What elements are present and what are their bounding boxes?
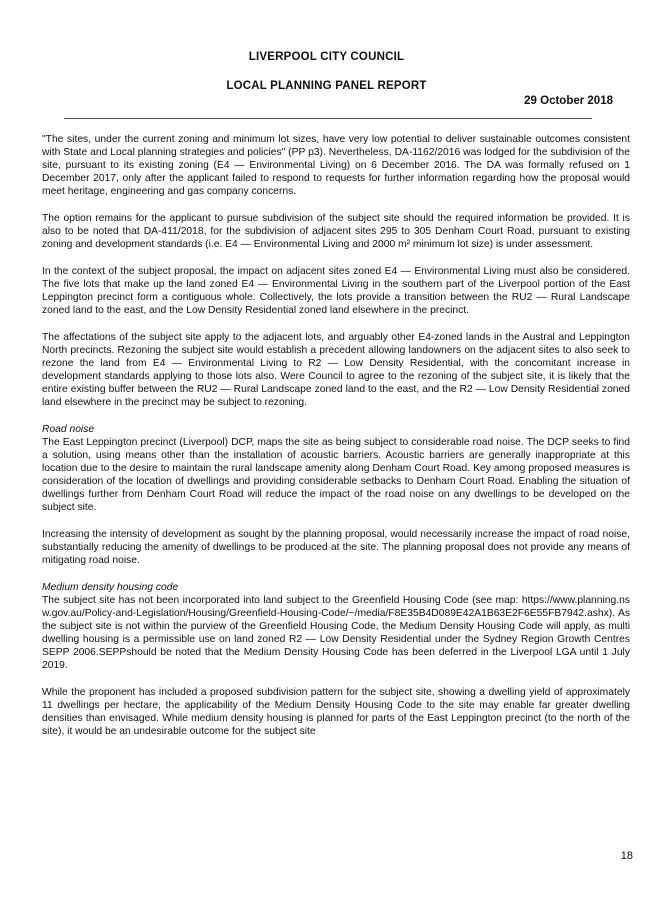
section-heading-medium-density: Medium density housing code [42, 582, 179, 593]
paragraph: Increasing the intensity of development as sought by the planning proposal, would necessarily increase the impact of road noise, substantially reducing the amenity of dwellings to be produced at the site. The planning proposal does not provide any means of mitigating road noise. [42, 529, 630, 566]
header-divider [64, 118, 592, 119]
paragraph: While the proponent has included a proposed subdivision pattern for the subject site, showing a dwelling yield of approximately 11 dwellings per hectare, the applicability of the Medium Density Housing Code to the site may enable far greater dwelling densities than envisaged. While medium density housing is planned for parts of the East Leppington precinct (to the north of the site), it would be an undesirable outcome for the subject site [42, 687, 630, 737]
report-title: LOCAL PLANNING PANEL REPORT [226, 80, 427, 92]
paragraph: The affectations of the subject site apply to the adjacent lots, and arguably other E4-zoned lands in the Austral and Leppington North precincts. Rezoning the subject site would establish a precedent allowing landowners on the adjacent sites to also seek to rezone the land from E4 — Environmental Living to R2 — Low Density Residential, with the concomitant increase in development standards applying to those lots also. Were Council to agree to the rezoning of the subject site, it is likely that the entire existing buffer between the RU2 — Rural Landscape zoned land to the east, and the R2 — Low Density Residential zoned land elsewhere in the precinct may be subject to rezoning. [42, 332, 630, 408]
section-heading-road-noise: Road noise [42, 424, 95, 435]
text-span: The subject site has not been incorporated into land subject to the Greenfield Housing Code (see map: [42, 595, 522, 606]
paragraph: "The sites, under the current zoning and minimum lot sizes, have very low potential to deliver sustainable outcomes consistent with State and Local planning strategies and policies" (PP p3). Nevertheless, DA-1162/2016 was lodged for the subdivision of the site, pursuant to its existing zoning (E4 — Environmental Living) on 6 December 2016. The DA was formally refused on 1 December 2017, only after the applicant failed to respond to requests for further information regarding how the proposal would meet heritage, engineering and gas company concerns. [42, 134, 630, 197]
paragraph-medium-density [42, 594, 630, 672]
page-number: 18 [620, 850, 633, 862]
council-name: LIVERPOOL CITY COUNCIL [248, 51, 405, 63]
report-body [42, 133, 630, 752]
policy-map-link[interactable]: https://www.planning.nsw.gov.au/Policy-and-Legislation/Housing/Greenfield-Housing-Code/~/media/F8E35B4D089E42A1B63E2F6E55FB7942.ashx [42, 595, 630, 619]
report-date: 29 October 2018 [524, 95, 613, 107]
text-span: ). As the subject site is not within the purview of the Greenfield Housing Code, the Medium Density Housing Code will apply, as multi dwelling housing is a permissible use on land zoned R2 — Low Density Residential under the Sydney Region Growth Centres SEPP 2006.SEPPshould be noted that the Medium Density Housing Code has been deferred in the Liverpool LGA until 1 July 2019. [42, 608, 630, 671]
paragraph: The option remains for the applicant to pursue subdivision of the subject site should the required information be provided. It is also to be noted that DA-411/2018, for the subdivision of adjacent sites 295 to 305 Denham Court Road, pursuant to existing zoning and development standards (i.e. E4 — Environmental Living and 2000 m² minimum lot size) is under assessment. [42, 213, 630, 250]
paragraph: The East Leppington precinct (Liverpool) DCP, maps the site as being subject to considerable road noise. The DCP seeks to find a solution, using means other than the installation of acoustic barriers. Acoustic barriers are generally inappropriate at this location due to the desire to maintain the rural landscape amenity along Denham Court Road. Key among proposed measures is consideration of the location of dwellings and providing considerable setbacks to Denham Court Road. Enabling the situation of dwellings further from Denham Court Road will reduce the impact of the road noise on any dwellings to be developed on the subject site. [42, 437, 630, 513]
paragraph: In the context of the subject proposal, the impact on adjacent sites zoned E4 — Environmental Living must also be considered. The five lots that make up the land zoned E4 — Environmental Living in the southern part of the Liverpool portion of the East Leppington precinct form a contiguous whole. Collectively, the lots provide a transition between the RU2 — Rural Landscape zoned land to the east, and the Low Density Residential zoned land elsewhere in the precinct. [42, 266, 630, 316]
